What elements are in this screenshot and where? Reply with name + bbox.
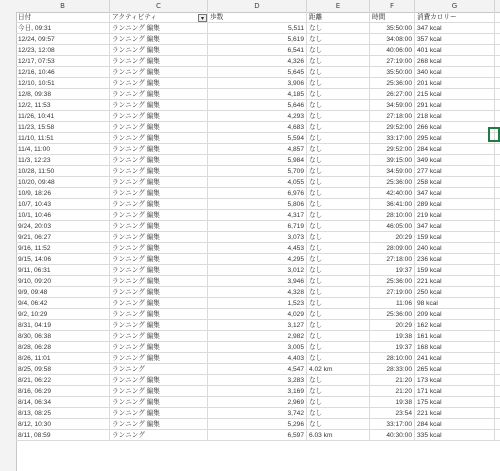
column-header-g[interactable]: G xyxy=(415,0,495,12)
cell-date[interactable]: 8/14, 06:34 xyxy=(16,397,110,408)
cell-steps[interactable]: 5,806 xyxy=(208,199,307,210)
cell-steps[interactable]: 4,317 xyxy=(208,210,307,221)
cell-date[interactable]: 8/28, 06:28 xyxy=(16,342,110,353)
cell-steps[interactable]: 5,619 xyxy=(208,34,307,45)
cell-distance[interactable]: なし xyxy=(307,100,370,111)
cell-distance[interactable]: なし xyxy=(307,188,370,199)
table-row xyxy=(16,188,500,199)
table-row xyxy=(16,430,500,441)
cell-time[interactable]: 21:20 xyxy=(370,386,415,397)
cell-steps[interactable]: 5,296 xyxy=(208,419,307,430)
cell-calories[interactable]: 258 kcal xyxy=(415,177,495,188)
cell-activity[interactable]: ランニング 編集 xyxy=(110,243,208,254)
cell-distance[interactable]: なし xyxy=(307,221,370,232)
cell-time[interactable]: 35:50:00 xyxy=(370,67,415,78)
cell-steps[interactable]: 2,969 xyxy=(208,397,307,408)
cell-calories[interactable]: 209 kcal xyxy=(415,309,495,320)
table-row xyxy=(16,331,500,342)
cell-distance[interactable]: なし xyxy=(307,320,370,331)
table-row xyxy=(16,375,500,386)
header-activity[interactable]: アクティビティ xyxy=(110,12,208,23)
cell-date[interactable]: 8/26, 11:01 xyxy=(16,353,110,364)
cell-date[interactable]: 12/2, 11:53 xyxy=(16,100,110,111)
cell-date[interactable]: 9/10, 09:20 xyxy=(16,276,110,287)
cell-distance[interactable]: なし xyxy=(307,210,370,221)
cell-steps[interactable]: 4,295 xyxy=(208,254,307,265)
cell-activity[interactable]: ランニング 編集 xyxy=(110,177,208,188)
table-row xyxy=(16,287,500,298)
cell-date[interactable]: 8/30, 06:38 xyxy=(16,331,110,342)
cell-activity[interactable]: ランニング 編集 xyxy=(110,89,208,100)
cell-time[interactable]: 11:06 xyxy=(370,298,415,309)
table-row xyxy=(16,166,500,177)
cell-calories[interactable]: 161 kcal xyxy=(415,331,495,342)
table-row xyxy=(16,133,500,144)
filter-icon[interactable]: ▾ xyxy=(198,14,207,22)
cell-calories[interactable]: 289 kcal xyxy=(415,199,495,210)
cell-activity[interactable]: ランニング 編集 xyxy=(110,320,208,331)
table-row xyxy=(16,254,500,265)
cell-steps[interactable]: 4,453 xyxy=(208,243,307,254)
cell-activity[interactable]: ランニング 編集 xyxy=(110,23,208,34)
cell-activity[interactable]: ランニング 編集 xyxy=(110,144,208,155)
cell-steps[interactable]: 5,645 xyxy=(208,67,307,78)
cell-steps[interactable]: 4,857 xyxy=(208,144,307,155)
cell-time[interactable]: 36:41:00 xyxy=(370,199,415,210)
cell-time[interactable]: 29:52:00 xyxy=(370,122,415,133)
cell-time[interactable]: 21:20 xyxy=(370,375,415,386)
table-row xyxy=(16,265,500,276)
cell-activity[interactable]: ランニング 編集 xyxy=(110,188,208,199)
table-row xyxy=(16,23,500,34)
cell-calories[interactable]: 401 kcal xyxy=(415,45,495,56)
table-row xyxy=(16,89,500,100)
cell-calories[interactable]: 159 kcal xyxy=(415,265,495,276)
cell-time[interactable]: 34:59:00 xyxy=(370,100,415,111)
selected-cell[interactable] xyxy=(488,127,500,142)
cell-distance[interactable]: なし xyxy=(307,34,370,45)
cell-date[interactable]: 11/3, 12:23 xyxy=(16,155,110,166)
header-distance[interactable]: 距離 xyxy=(307,12,370,23)
cell-steps[interactable]: 3,012 xyxy=(208,265,307,276)
cell-steps[interactable]: 4,055 xyxy=(208,177,307,188)
cell-calories[interactable]: 347 kcal xyxy=(415,23,495,34)
cell-time[interactable]: 29:52:00 xyxy=(370,144,415,155)
cell-calories[interactable]: 159 kcal xyxy=(415,232,495,243)
cell-calories[interactable]: 347 kcal xyxy=(415,221,495,232)
cell-steps[interactable]: 3,127 xyxy=(208,320,307,331)
cell-steps[interactable]: 5,709 xyxy=(208,166,307,177)
header-calories[interactable]: 消費カロリー xyxy=(415,12,495,23)
cell-calories[interactable]: 266 kcal xyxy=(415,122,495,133)
table-row xyxy=(16,408,500,419)
cell-calories[interactable]: 219 kcal xyxy=(415,210,495,221)
table-row xyxy=(16,177,500,188)
cell-calories[interactable]: 171 kcal xyxy=(415,386,495,397)
cell-calories[interactable]: 265 kcal xyxy=(415,364,495,375)
cell-date[interactable]: 9/11, 06:31 xyxy=(16,265,110,276)
cell-time[interactable]: 25:36:00 xyxy=(370,309,415,320)
cell-distance[interactable]: なし xyxy=(307,133,370,144)
cell-date[interactable]: 9/24, 20:03 xyxy=(16,221,110,232)
table-row xyxy=(16,276,500,287)
cell-steps[interactable]: 5,594 xyxy=(208,133,307,144)
cell-calories[interactable]: 215 kcal xyxy=(415,89,495,100)
cell-activity[interactable]: ランニング 編集 xyxy=(110,34,208,45)
cell-calories[interactable]: 250 kcal xyxy=(415,287,495,298)
table-row xyxy=(16,309,500,320)
cell-activity[interactable]: ランニング 編集 xyxy=(110,133,208,144)
cell-calories[interactable]: 241 kcal xyxy=(415,353,495,364)
cell-time[interactable]: 28:10:00 xyxy=(370,210,415,221)
cell-activity[interactable]: ランニング 編集 xyxy=(110,122,208,133)
cell-distance[interactable]: なし xyxy=(307,265,370,276)
cell-activity[interactable]: ランニング 編集 xyxy=(110,67,208,78)
cell-steps[interactable]: 6,976 xyxy=(208,188,307,199)
table-row xyxy=(16,386,500,397)
cell-distance[interactable]: なし xyxy=(307,199,370,210)
table-row xyxy=(16,199,500,210)
cell-time[interactable]: 28:09:00 xyxy=(370,243,415,254)
header-date[interactable]: 日付 xyxy=(16,12,110,23)
cell-distance[interactable]: なし xyxy=(307,56,370,67)
row-header-bar xyxy=(0,12,17,471)
cell-distance[interactable]: なし xyxy=(307,45,370,56)
cell-date[interactable]: 10/1, 10:46 xyxy=(16,210,110,221)
cell-steps[interactable]: 6,541 xyxy=(208,45,307,56)
cell-calories[interactable]: 284 kcal xyxy=(415,144,495,155)
cell-distance[interactable]: 4.02 km xyxy=(307,364,370,375)
cell-activity[interactable]: ランニング 編集 xyxy=(110,287,208,298)
cell-time[interactable]: 25:36:00 xyxy=(370,78,415,89)
cell-steps[interactable]: 5,984 xyxy=(208,155,307,166)
cell-time[interactable]: 26:27:00 xyxy=(370,89,415,100)
cell-activity[interactable]: ランニング 編集 xyxy=(110,166,208,177)
cell-calories[interactable]: 268 kcal xyxy=(415,56,495,67)
cell-date[interactable]: 11/4, 11:00 xyxy=(16,144,110,155)
cell-activity[interactable]: ランニング 編集 xyxy=(110,210,208,221)
cell-calories[interactable]: 221 kcal xyxy=(415,408,495,419)
cell-date[interactable]: 10/9, 18:26 xyxy=(16,188,110,199)
table-row xyxy=(16,243,500,254)
cell-date[interactable]: 12/24, 09:57 xyxy=(16,34,110,45)
cell-distance[interactable]: なし xyxy=(307,232,370,243)
cell-activity[interactable]: ランニング 編集 xyxy=(110,353,208,364)
cell-date[interactable]: 12/8, 09:38 xyxy=(16,89,110,100)
cell-activity[interactable]: ランニング 編集 xyxy=(110,386,208,397)
cell-distance[interactable]: なし xyxy=(307,331,370,342)
cell-distance[interactable]: なし xyxy=(307,144,370,155)
cell-distance[interactable]: なし xyxy=(307,166,370,177)
cell-calories[interactable]: 236 kcal xyxy=(415,254,495,265)
cell-steps[interactable]: 3,169 xyxy=(208,386,307,397)
cell-date[interactable]: 11/23, 15:58 xyxy=(16,122,110,133)
cell-activity[interactable]: ランニング 編集 xyxy=(110,309,208,320)
cell-date[interactable]: 9/2, 10:29 xyxy=(16,309,110,320)
cell-steps[interactable]: 6,719 xyxy=(208,221,307,232)
cell-distance[interactable]: なし xyxy=(307,276,370,287)
cell-distance[interactable]: なし xyxy=(307,342,370,353)
column-header-c[interactable]: C xyxy=(110,0,208,12)
cell-steps[interactable]: 3,005 xyxy=(208,342,307,353)
cell-date[interactable]: 9/9, 09:48 xyxy=(16,287,110,298)
cell-calories[interactable]: 277 kcal xyxy=(415,166,495,177)
cell-distance[interactable]: なし xyxy=(307,111,370,122)
cell-time[interactable]: 27:18:00 xyxy=(370,254,415,265)
cell-date[interactable]: 10/20, 09:48 xyxy=(16,177,110,188)
table-row xyxy=(16,78,500,89)
cell-activity[interactable]: ランニング 編集 xyxy=(110,56,208,67)
cell-distance[interactable]: なし xyxy=(307,298,370,309)
cell-steps[interactable]: 4,328 xyxy=(208,287,307,298)
cell-steps[interactable]: 4,293 xyxy=(208,111,307,122)
cell-calories[interactable]: 357 kcal xyxy=(415,34,495,45)
cell-activity[interactable]: ランニング 編集 xyxy=(110,45,208,56)
cell-distance[interactable]: なし xyxy=(307,89,370,100)
cell-steps[interactable]: 3,283 xyxy=(208,375,307,386)
table-row xyxy=(16,221,500,232)
cell-distance[interactable]: なし xyxy=(307,67,370,78)
cell-date[interactable]: 今日, 09:31 xyxy=(16,23,110,34)
cell-time[interactable]: 40:30:00 xyxy=(370,430,415,441)
cell-activity[interactable]: ランニング 編集 xyxy=(110,265,208,276)
cell-date[interactable]: 11/10, 11:51 xyxy=(16,133,110,144)
cell-steps[interactable]: 4,185 xyxy=(208,89,307,100)
table-row xyxy=(16,144,500,155)
table-row xyxy=(16,320,500,331)
cell-steps[interactable]: 5,646 xyxy=(208,100,307,111)
cell-time[interactable]: 25:36:00 xyxy=(370,276,415,287)
cell-distance[interactable]: なし xyxy=(307,408,370,419)
cell-calories[interactable]: 349 kcal xyxy=(415,155,495,166)
table-row xyxy=(16,111,500,122)
column-header-d[interactable]: D xyxy=(208,0,307,12)
cell-time[interactable]: 25:36:00 xyxy=(370,177,415,188)
cell-time[interactable]: 39:15:00 xyxy=(370,155,415,166)
cell-distance[interactable]: なし xyxy=(307,177,370,188)
cell-calories[interactable]: 98 kcal xyxy=(415,298,495,309)
cell-calories[interactable]: 284 kcal xyxy=(415,419,495,430)
cell-calories[interactable]: 173 kcal xyxy=(415,375,495,386)
cell-steps[interactable]: 4,029 xyxy=(208,309,307,320)
cell-date[interactable]: 8/13, 08:25 xyxy=(16,408,110,419)
table-row xyxy=(16,155,500,166)
cell-activity[interactable]: ランニング 編集 xyxy=(110,111,208,122)
cell-activity[interactable]: ランニング 編集 xyxy=(110,254,208,265)
cell-distance[interactable]: なし xyxy=(307,254,370,265)
table-row xyxy=(16,232,500,243)
cell-activity[interactable]: ランニング 編集 xyxy=(110,221,208,232)
cell-activity[interactable]: ランニング 編集 xyxy=(110,276,208,287)
cell-date[interactable]: 12/23, 12:08 xyxy=(16,45,110,56)
cell-time[interactable]: 20:29 xyxy=(370,232,415,243)
cell-activity[interactable]: ランニング 編集 xyxy=(110,342,208,353)
cell-time[interactable]: 19:37 xyxy=(370,265,415,276)
cell-date[interactable]: 9/21, 06:27 xyxy=(16,232,110,243)
cell-date[interactable]: 11/26, 10:41 xyxy=(16,111,110,122)
cell-activity[interactable]: ランニング xyxy=(110,430,208,441)
cell-calories[interactable]: 240 kcal xyxy=(415,243,495,254)
cell-distance[interactable]: なし xyxy=(307,375,370,386)
header-row xyxy=(16,12,500,23)
cell-activity[interactable]: ランニング 編集 xyxy=(110,298,208,309)
cell-calories[interactable]: 201 kcal xyxy=(415,78,495,89)
cell-time[interactable]: 19:38 xyxy=(370,397,415,408)
cell-activity[interactable]: ランニング 編集 xyxy=(110,375,208,386)
cell-date[interactable]: 12/17, 07:53 xyxy=(16,56,110,67)
cell-steps[interactable]: 4,683 xyxy=(208,122,307,133)
cell-activity[interactable]: ランニング 編集 xyxy=(110,155,208,166)
cell-date[interactable]: 8/11, 08:59 xyxy=(16,430,110,441)
cell-time[interactable]: 20:29 xyxy=(370,320,415,331)
cell-date[interactable]: 12/16, 10:46 xyxy=(16,67,110,78)
table-row xyxy=(16,353,500,364)
cell-activity[interactable]: ランニング 編集 xyxy=(110,100,208,111)
cell-time[interactable]: 28:10:00 xyxy=(370,353,415,364)
cell-time[interactable]: 27:19:00 xyxy=(370,56,415,67)
cell-time[interactable]: 27:18:00 xyxy=(370,111,415,122)
cell-time[interactable]: 28:33:00 xyxy=(370,364,415,375)
table-row xyxy=(16,364,500,375)
cell-activity[interactable]: ランニング 編集 xyxy=(110,199,208,210)
cell-time[interactable]: 42:40:00 xyxy=(370,188,415,199)
cell-time[interactable]: 27:19:00 xyxy=(370,287,415,298)
cell-steps[interactable]: 2,982 xyxy=(208,331,307,342)
cell-time[interactable]: 33:17:00 xyxy=(370,419,415,430)
cell-activity[interactable]: ランニング xyxy=(110,364,208,375)
cell-activity[interactable]: ランニング 編集 xyxy=(110,397,208,408)
header-time[interactable]: 時間 xyxy=(370,12,415,23)
cell-date[interactable]: 9/15, 14:06 xyxy=(16,254,110,265)
cell-calories[interactable]: 168 kcal xyxy=(415,342,495,353)
cell-calories[interactable]: 347 kcal xyxy=(415,188,495,199)
cell-steps[interactable]: 1,523 xyxy=(208,298,307,309)
cell-steps[interactable]: 3,742 xyxy=(208,408,307,419)
cell-date[interactable]: 10/28, 11:50 xyxy=(16,166,110,177)
cell-time[interactable]: 34:59:00 xyxy=(370,166,415,177)
cell-date[interactable]: 8/21, 06:22 xyxy=(16,375,110,386)
cell-date[interactable]: 9/16, 11:52 xyxy=(16,243,110,254)
cell-calories[interactable]: 175 kcal xyxy=(415,397,495,408)
cell-time[interactable]: 33:17:00 xyxy=(370,133,415,144)
cell-time[interactable]: 35:50:00 xyxy=(370,23,415,34)
table-row xyxy=(16,342,500,353)
column-header-b[interactable]: B xyxy=(16,0,110,12)
cell-distance[interactable]: なし xyxy=(307,397,370,408)
cell-activity[interactable]: ランニング 編集 xyxy=(110,419,208,430)
cell-date[interactable]: 9/4, 06:42 xyxy=(16,298,110,309)
cell-calories[interactable]: 291 kcal xyxy=(415,100,495,111)
cell-time[interactable]: 34:08:00 xyxy=(370,34,415,45)
cell-steps[interactable]: 6,597 xyxy=(208,430,307,441)
cell-steps[interactable]: 5,511 xyxy=(208,23,307,34)
header-steps[interactable]: 歩数 xyxy=(208,12,307,23)
cell-activity[interactable]: ランニング 編集 xyxy=(110,232,208,243)
cell-distance[interactable]: なし xyxy=(307,243,370,254)
cell-activity[interactable]: ランニング 編集 xyxy=(110,331,208,342)
cell-calories[interactable]: 162 kcal xyxy=(415,320,495,331)
cell-date[interactable]: 8/12, 10:30 xyxy=(16,419,110,430)
table-row xyxy=(16,45,500,56)
table-row xyxy=(16,100,500,111)
cell-time[interactable]: 40:06:00 xyxy=(370,45,415,56)
cell-date[interactable]: 8/31, 04:19 xyxy=(16,320,110,331)
cell-distance[interactable]: なし xyxy=(307,309,370,320)
cell-steps[interactable]: 4,547 xyxy=(208,364,307,375)
cell-distance[interactable]: なし xyxy=(307,386,370,397)
table-row xyxy=(16,122,500,133)
cell-distance[interactable]: なし xyxy=(307,353,370,364)
cell-calories[interactable]: 295 kcal xyxy=(415,133,495,144)
cell-activity[interactable]: ランニング 編集 xyxy=(110,78,208,89)
cell-distance[interactable]: 6.03 km xyxy=(307,430,370,441)
column-header-f[interactable]: F xyxy=(370,0,415,12)
table-row xyxy=(16,67,500,78)
table-row xyxy=(16,56,500,67)
cell-steps[interactable]: 4,326 xyxy=(208,56,307,67)
cell-distance[interactable]: なし xyxy=(307,155,370,166)
cell-distance[interactable]: なし xyxy=(307,419,370,430)
cell-steps[interactable]: 3,073 xyxy=(208,232,307,243)
cell-date[interactable]: 10/7, 10:43 xyxy=(16,199,110,210)
cell-calories[interactable]: 218 kcal xyxy=(415,111,495,122)
cell-steps[interactable]: 4,403 xyxy=(208,353,307,364)
table-row xyxy=(16,397,500,408)
cell-date[interactable]: 12/10, 10:51 xyxy=(16,78,110,89)
cell-steps[interactable]: 3,946 xyxy=(208,276,307,287)
table-row xyxy=(16,210,500,221)
cell-time[interactable]: 46:05:00 xyxy=(370,221,415,232)
cell-calories[interactable]: 221 kcal xyxy=(415,276,495,287)
cell-time[interactable]: 23:54 xyxy=(370,408,415,419)
cell-steps[interactable]: 3,906 xyxy=(208,78,307,89)
cell-date[interactable]: 8/16, 06:29 xyxy=(16,386,110,397)
cell-calories[interactable]: 335 kcal xyxy=(415,430,495,441)
column-header-e[interactable]: E xyxy=(307,0,370,12)
cell-time[interactable]: 19:37 xyxy=(370,342,415,353)
cell-distance[interactable]: なし xyxy=(307,23,370,34)
cell-activity[interactable]: ランニング 編集 xyxy=(110,408,208,419)
table-row xyxy=(16,419,500,430)
table-row xyxy=(16,34,500,45)
cell-distance[interactable]: なし xyxy=(307,78,370,89)
cell-distance[interactable]: なし xyxy=(307,122,370,133)
cell-time[interactable]: 19:38 xyxy=(370,331,415,342)
table-row xyxy=(16,298,500,309)
cell-date[interactable]: 8/25, 09:58 xyxy=(16,364,110,375)
cell-calories[interactable]: 340 kcal xyxy=(415,67,495,78)
cell-distance[interactable]: なし xyxy=(307,287,370,298)
